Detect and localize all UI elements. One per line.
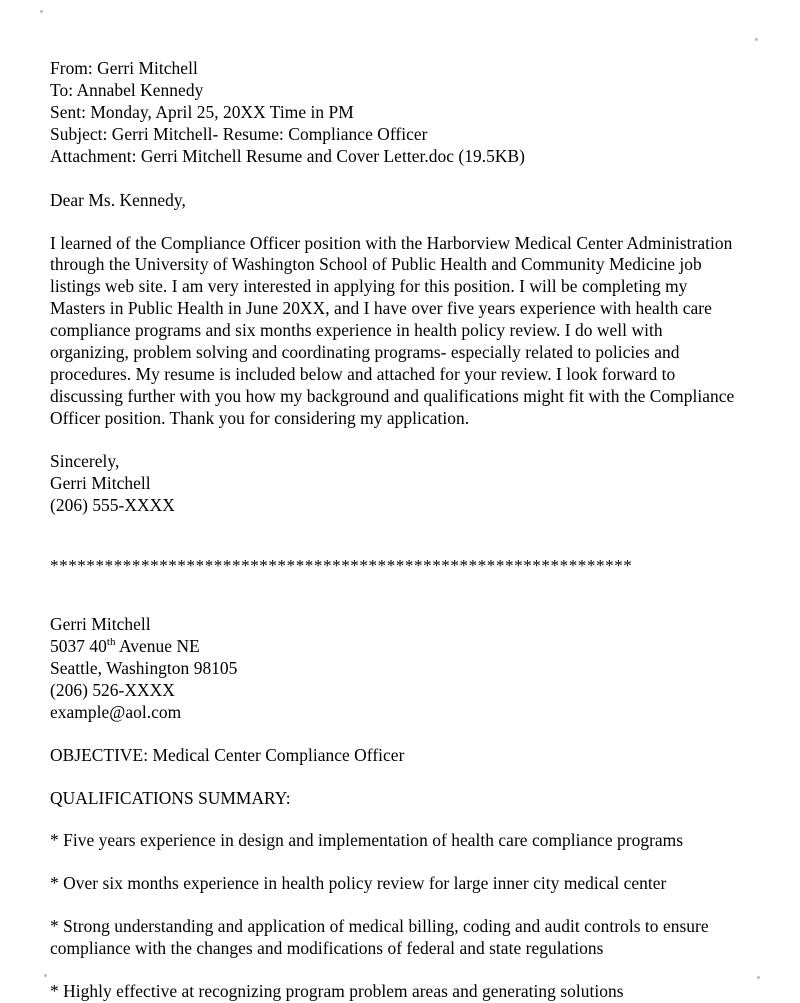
- spacer: [50, 852, 738, 873]
- email-subject-line: Subject: Gerri Mitchell- Resume: Compliance Officer: [50, 123, 428, 144]
- resume-email: example@aol.com: [50, 701, 182, 722]
- email-header-block: [50, 58, 738, 168]
- cover-letter-body: I learned of the Compliance Officer position with the Harborview Medical Center Administration through the University of Washington School of Public Health and Community Medicine job listings web site. I am very interested in applying for this position. I will be completing my Masters in Public Health in June 20XX, and I have over five years experience with health care compliance programs and six months experience in health policy review. I do well with organizing, problem solving and coordinating programs- especially related to policies and procedures. My resume is included below and attached for your review. I look forward to discussing further with you how my background and qualifications might fit with the Compliance Officer position. Thank you for considering my application.: [50, 232, 735, 428]
- list-item: * Highly effective at recognizing program problem areas and generating solutions: [50, 981, 624, 1002]
- spacer: [50, 960, 738, 981]
- spacer: [50, 724, 738, 745]
- address-ordinal-suffix: th: [106, 636, 116, 649]
- spacer: [50, 895, 738, 916]
- objective-line: OBJECTIVE: Medical Center Compliance Officer: [50, 744, 405, 765]
- resume-phone: (206) 526-XXXX: [50, 679, 175, 700]
- scan-artifact-bottom-left: [44, 974, 47, 977]
- spacer: [50, 809, 738, 830]
- email-sent-line: Sent: Monday, April 25, 20XX Time in PM: [50, 101, 354, 122]
- resume-contact-block: [50, 614, 738, 724]
- list-item: * Strong understanding and application of medical billing, coding and audit controls to ensure compliance with the changes and modifications of federal and state regulations: [50, 916, 709, 959]
- resume-name: Gerri Mitchell: [50, 614, 151, 634]
- closing-sincerely: Sincerely,: [50, 450, 120, 471]
- list-item: * Five years experience in design and implementation of health care compliance programs: [50, 830, 684, 851]
- spacer: [50, 517, 738, 538]
- closing-block: [50, 451, 738, 517]
- address-number: 5037 40: [50, 635, 107, 656]
- email-attachment-line: Attachment: Gerri Mitchell Resume and Cover Letter.doc (19.5KB): [50, 145, 525, 166]
- address-street: Avenue NE: [115, 635, 200, 656]
- qualifications-heading: QUALIFICATIONS SUMMARY:: [50, 787, 291, 808]
- closing-name: Gerri Mitchell: [50, 472, 151, 493]
- spacer: [50, 168, 738, 190]
- spacer: [50, 212, 738, 233]
- email-from-line: From: Gerri Mitchell: [50, 58, 198, 78]
- list-item: * Over six months experience in health policy review for large inner city medical center: [50, 873, 667, 894]
- scan-artifact-top-left: [40, 10, 43, 13]
- spacer: [50, 430, 738, 451]
- resume-city-state-zip: Seattle, Washington 98105: [50, 657, 238, 678]
- email-to-line: To: Annabel Kennedy: [50, 79, 204, 100]
- resume-street-address: [50, 636, 738, 658]
- section-divider: ****************************************************************: [50, 555, 633, 575]
- spacer: [50, 593, 738, 614]
- scan-artifact-bottom-right: [757, 976, 760, 979]
- spacer: [50, 767, 738, 788]
- document-content: [50, 58, 738, 1003]
- closing-phone: (206) 555-XXXX: [50, 494, 175, 515]
- scan-artifact-top-right: [755, 38, 758, 41]
- salutation: Dear Ms. Kennedy,: [50, 189, 186, 210]
